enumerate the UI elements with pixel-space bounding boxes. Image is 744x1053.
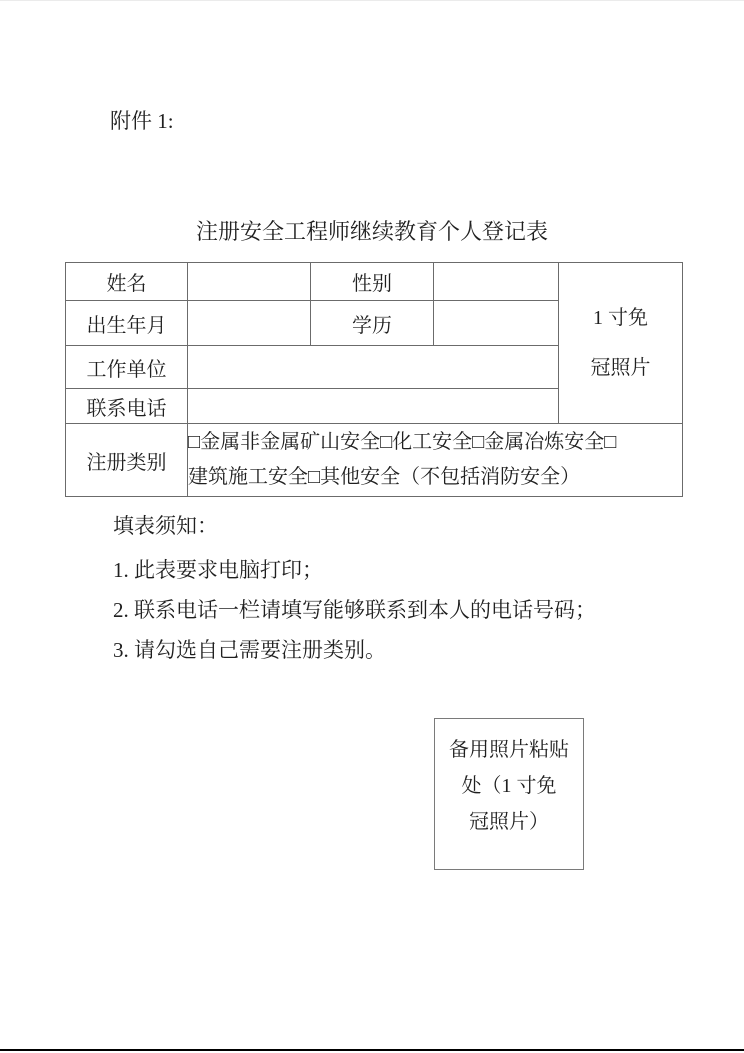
work-unit-value-cell[interactable] <box>188 346 559 389</box>
registration-form-table <box>65 262 683 497</box>
photo-placeholder-cell <box>559 263 683 424</box>
photo-cell-text-line2: 冠照片 <box>590 357 651 379</box>
name-label-cell: 姓名 <box>66 263 188 301</box>
gender-value-cell[interactable] <box>434 263 559 301</box>
phone-label-cell: 联系电话 <box>66 389 188 424</box>
page-top-hairline <box>0 0 744 1</box>
category-label-cell: 注册类别 <box>66 424 188 497</box>
table-row <box>66 263 683 301</box>
category-options-line1: □金属非金属矿山安全□化工安全□金属冶炼安全□ <box>188 431 617 453</box>
notes-heading: 填表须知： <box>113 514 218 538</box>
name-value-cell[interactable] <box>188 263 311 301</box>
category-options-line2: 建筑施工安全□其他安全（不包括消防安全） <box>188 466 581 488</box>
gender-label-cell: 性别 <box>311 263 434 301</box>
spare-photo-box-line1: 备用照片粘贴 <box>449 739 569 761</box>
attachment-label: 附件 1: <box>110 109 174 133</box>
note-item-1: 1. 此表要求电脑打印； <box>113 558 323 582</box>
work-unit-label-cell: 工作单位 <box>66 346 188 389</box>
screenshot-bottom-edge-bar <box>0 1049 744 1051</box>
birth-label-cell: 出生年月 <box>66 301 188 346</box>
education-value-cell[interactable] <box>434 301 559 346</box>
birth-value-cell[interactable] <box>188 301 311 346</box>
spare-photo-box-line2: 处（1 寸免 <box>461 775 557 797</box>
phone-value-cell[interactable] <box>188 389 559 424</box>
page-title: 注册安全工程师继续教育个人登记表 <box>195 219 548 244</box>
note-item-3: 3. 请勾选自己需要注册类别。 <box>113 638 386 662</box>
table-row <box>66 424 683 497</box>
note-item-2: 2. 联系电话一栏请填写能够联系到本人的电话号码； <box>113 598 596 622</box>
spare-photo-box <box>434 718 584 870</box>
photo-cell-text-line1: 1 寸免 <box>593 307 648 329</box>
category-options-cell[interactable] <box>188 424 683 497</box>
education-label-cell: 学历 <box>311 301 434 346</box>
spare-photo-box-line3: 冠照片） <box>469 811 549 833</box>
